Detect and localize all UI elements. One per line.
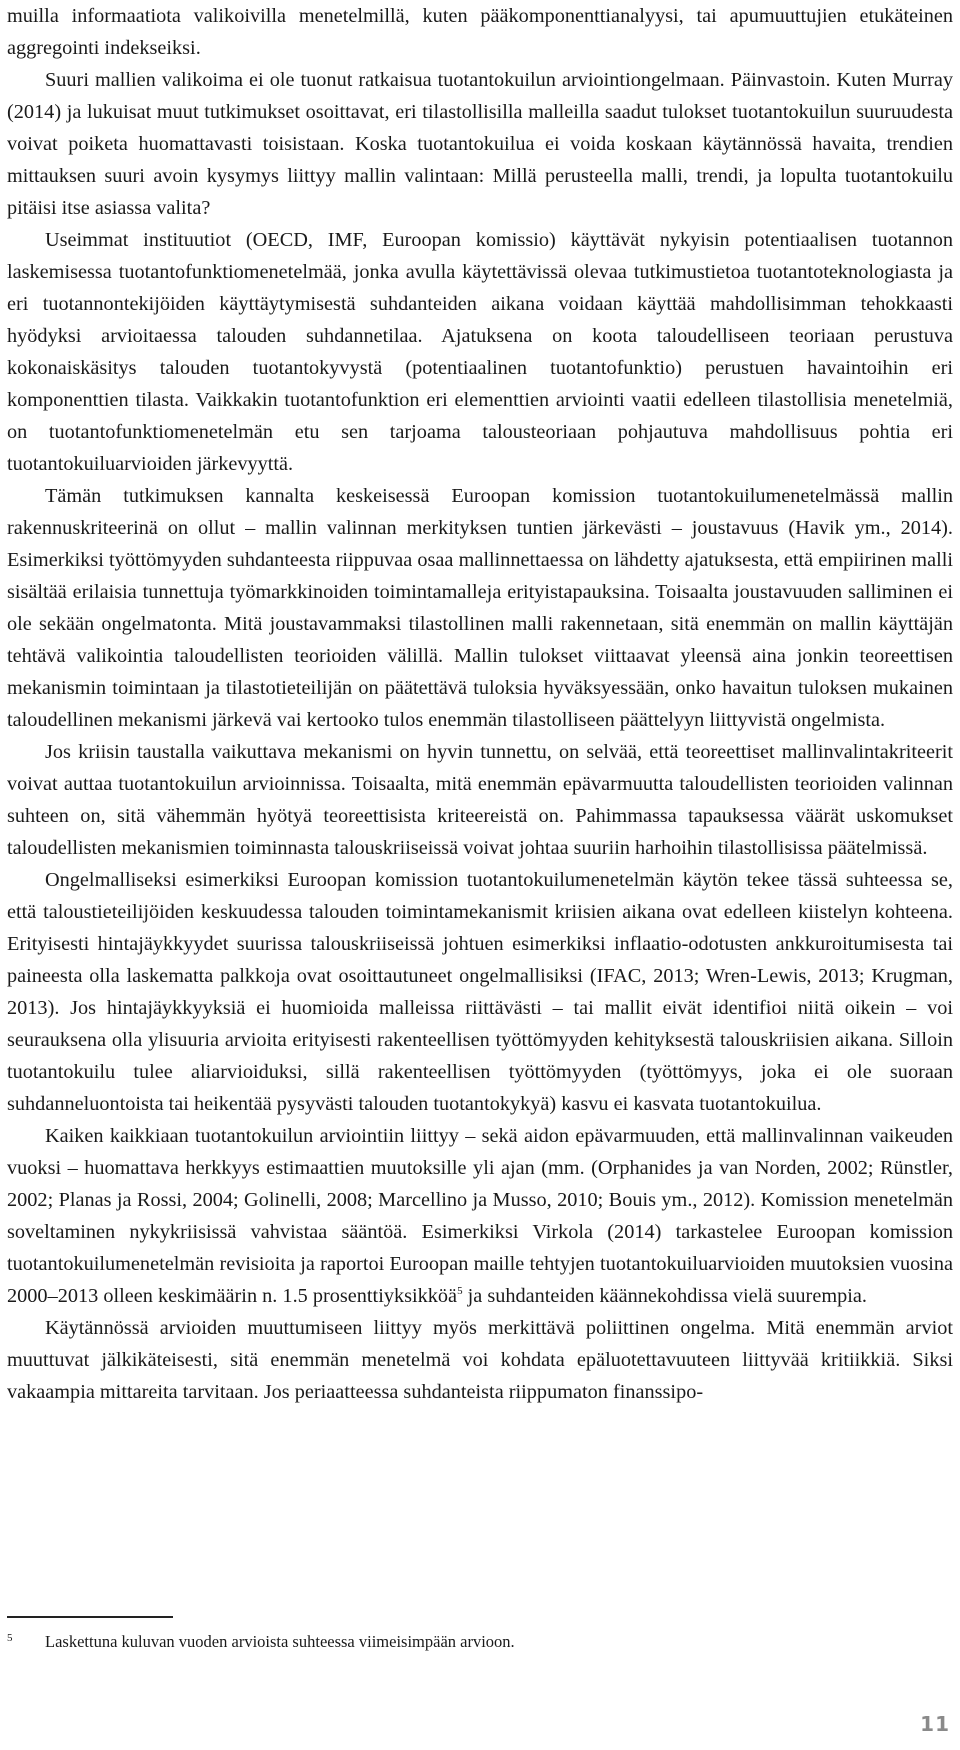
- paragraph-4: Tämän tutkimuksen kannalta keskeisessä Euroopan komission tuotantokuilumenetelmässä mallin rakennuskriteerinä on ollut – mallin valinnan merkityksen tuntien järkevästi – joustavuus (Havik ym., 2014). Esimerkiksi työttömyyden suhdanteesta riippuvaa osaa mallinnettaessa on lähdetty ajatuksesta, että empiirinen malli sisältää erilaisia tunnettuja työmarkkinoiden toimintamalleja erityistapauksina. Toisaalta joustavuuden salliminen ei ole sekään ongelmatonta. Mitä joustavammaksi tilastollinen malli rakennetaan, sitä enemmän on mallin käyttäjän tehtävä valikointia taloudellisten teorioiden välillä. Mallin tulokset viittaavat yleensä aina jonkin teoreettisen mekanismin toimintaan ja tilastotieteilijän on päätettävä tuloksia hyväksyessään, onko havaitun tuloksen mukainen taloudellinen mekanismi järkevä vai kertooko tulos enemmän tilastolliseen päättelyyn liittyvistä ongelmista.: [7, 485, 953, 731]
- page-number: 11: [920, 1712, 950, 1736]
- footnote-number: 5: [7, 1632, 13, 1644]
- paragraph-7: [7, 1120, 953, 1312]
- paragraph-6: Ongelmalliseksi esimerkiksi Euroopan komission tuotantokuilumenetelmän käytön tekee tässä suhteessa se, että taloustieteilijöiden keskuudessa talouden toimintamekanismit kriisien aikana ovat edelleen kiistelyn kohteena. Erityisesti hintajäykkyydet suurissa talouskriiseissä johtuen esimerkiksi inflaatio-odotusten ankkuroitumisesta tai paineesta olla laskematta palkkoja ovat osoittautuneet ongelmallisiksi (IFAC, 2013; Wren-Lewis, 2013; Krugman, 2013). Jos hintajäykkyyksiä ei huomioida malleissa riittävästi – tai mallit eivät identifioi niitä oikein – voi seurauksena olla ylisuuria arvioita erityisesti rakenteellisen työttömyyden kehityksestä talouskriisien aikana. Silloin tuotantokuilu tulee aliarvioiduksi, sillä rakenteellisen työttömyyden (työttömyys, joka ei ole suoraan suhdanneluontoista tai heikentää pysyvästi talouden tuotantokykyä) kasvu ei kasvata tuotantokuilua.: [7, 869, 953, 1115]
- paragraph-5: Jos kriisin taustalla vaikuttava mekanismi on hyvin tunnettu, on selvää, että teoreettiset mallinvalintakriteerit voivat auttaa tuotantokuilun arvioinnissa. Toisaalta, mitä enemmän epävarmuutta taloudellisten teorioiden valinnan suhteen on, sitä vähemmän hyötyä teoreettisista kriteereistä on. Pahimmassa tapauksessa väärät uskomukset taloudellisten mekanismien toiminnasta talouskriiseissä voivat johtaa suuriin harhoihin tilastollisissa päätelmissä.: [7, 741, 953, 859]
- paragraph-1: muilla informaatiota valikoivilla menetelmillä, kuten pääkomponenttianalyysi, tai apumuuttujien etukäteinen aggregointi indekseiksi.: [7, 5, 953, 59]
- footnote-reference[interactable]: 5: [457, 1285, 463, 1298]
- body-text: [7, 0, 953, 1408]
- footnote-divider: [7, 1616, 173, 1618]
- paragraph-3: Useimmat instituutiot (OECD, IMF, Euroopan komissio) käyttävät nykyisin potentiaalisen tuotannon laskemisessa tuotantofunktiomenetelmää, jonka avulla käytettävissä olevaa tutkimustietoa tuotantoteknologiasta ja eri tuotannontekijöiden käyttäytymisestä suhdanteiden aikana voidaan käyttää mahdollisimman tehokkaasti hyödyksi arvioitaessa talouden suhdannetilaa. Ajatuksena on koota taloudelliseen teoriaan perustuva kokonaiskäsitys talouden tuotantokyvystä (potentiaalinen tuotantofunktio) perustuen havaintoihin eri komponenttien tilasta. Vaikkakin tuotantofunktion eri elementtien arviointi vaatii edelleen tilastollisia menetelmiä, on tuotantofunktiomenetelmän etu sen tarjoama talousteoriaan pohjautuva mahdollisuus pohtia eri tuotantokuiluarvioiden järkevyyttä.: [7, 229, 953, 475]
- paragraph-7-text-after: ja suhdanteiden käännekohdissa vielä suurempia.: [462, 1285, 867, 1307]
- paragraph-2: Suuri mallien valikoima ei ole tuonut ratkaisua tuotantokuilun arviointiongelmaan. Päinvastoin. Kuten Murray (2014) ja lukuisat muut tutkimukset osoittavat, eri tilastollisilla malleilla saadut tulokset tuotantokuilun suuruudesta voivat poiketa huomattavasti toisistaan. Koska tuotantokuilua ei voida koskaan käytännössä havaita, trendien mittauksen suuri avoin kysymys liittyy mallin valintaan: Millä perusteella malli, trendi, ja lopulta tuotantokuilu pitäisi itse asiassa valita?: [7, 69, 953, 219]
- footnote-text: Laskettuna kuluvan vuoden arvioista suhteessa viimeisimpään arvioon.: [45, 1632, 515, 1651]
- paragraph-8: Käytännössä arvioiden muuttumiseen liittyy myös merkittävä poliittinen ongelma. Mitä enemmän arviot muuttuvat jälkikäteisesti, sitä enemmän menetelmä voi kohdata epäluotettavuuteen liittyvää kritiikkiä. Siksi vakaampia mittareita tarvitaan. Jos periaatteessa suhdanteista riippumaton finanssipo-: [7, 1317, 953, 1403]
- paragraph-7-text: Kaiken kaikkiaan tuotantokuilun arviointiin liittyy – sekä aidon epävarmuuden, että mallinvalinnan vaikeuden vuoksi – huomattava herkkyys estimaattien muutoksille yli ajan (mm. (Orphanides ja van Norden, 2002; Rünstler, 2002; Planas ja Rossi, 2004; Golinelli, 2008; Marcellino ja Musso, 2010; Bouis ym., 2012). Komission menetelmän soveltaminen nykykriisissä vahvistaa sääntöä. Esimerkiksi Virkola (2014) tarkastelee Euroopan komission tuotantokuilumenetelmän revisioita ja raportoi Euroopan maille tehtyjen tuotantokuiluarvioiden muutoksien vuosina 2000–2013 olleen keskimäärin n. 1.5 prosenttiyksikköä: [7, 1125, 953, 1307]
